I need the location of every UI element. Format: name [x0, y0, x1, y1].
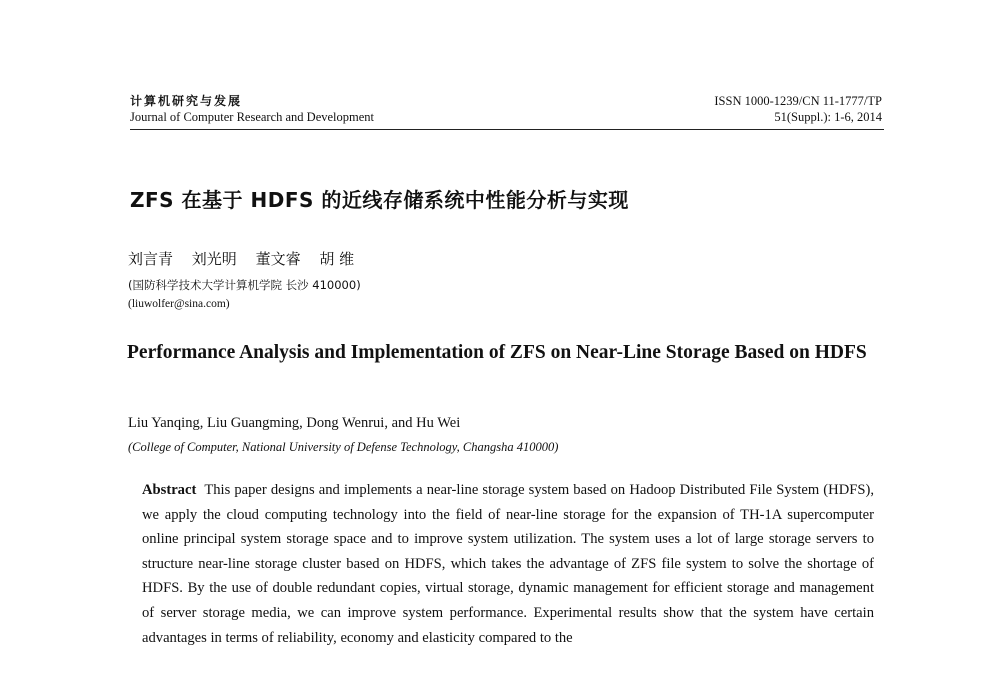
journal-name-en: Journal of Computer Research and Development [130, 110, 375, 124]
issn: ISSN 1000-1239/CN 11-1777/TP [714, 94, 882, 108]
journal-issue-info [714, 93, 882, 125]
author-cn: 刘言青 [128, 250, 174, 268]
title-en: Performance Analysis and Implementation of ZFS on Near-Line Storage Based on HDFS [127, 342, 867, 363]
affiliation-cn: (国防科学技术大学计算机学院 长沙 410000) [128, 278, 361, 292]
author-email: (liuwolfer@sina.com) [128, 298, 230, 310]
journal-name-cn: 计算机研究与发展 [130, 94, 243, 108]
abstract-text: This paper designs and implements a near-line storage system based on Hadoop Distributed File System (HDFS), we apply the cloud computing technology into the field of near-line storage for the expansion of TH-1A supercomputer online principal system storage space and to improve system utilization. The system uses a lot of large storage servers to structure near-line storage cluster based on HDFS, which takes the advantage of ZFS file system to solve the shortage of HDFS. By the use of double redundant copies, virtual storage, dynamic management for efficient storage and management of server storage media, we can improve system performance. Experimental results show that the system have certain advantages in terms of reliability, economy and elasticity compared to the [142, 482, 874, 646]
abstract [142, 478, 874, 650]
author-cn: 胡 维 [319, 250, 355, 268]
title-cn: ZFS 在基于 HDFS 的近线存储系统中性能分析与实现 [130, 188, 629, 212]
volume-pages: 51(Suppl.): 1-6, 2014 [774, 110, 882, 124]
header-rule [130, 129, 884, 130]
author-cn: 刘光明 [191, 250, 237, 268]
author-cn: 董文睿 [255, 250, 301, 268]
authors-cn [128, 248, 368, 269]
authors-en: Liu Yanqing, Liu Guangming, Dong Wenrui, and Hu Wei [128, 415, 461, 431]
affiliation-en: (College of Computer, National University of Defense Technology, Changsha 410000) [128, 440, 559, 454]
journal-header [130, 93, 374, 125]
abstract-label: Abstract [142, 482, 197, 498]
